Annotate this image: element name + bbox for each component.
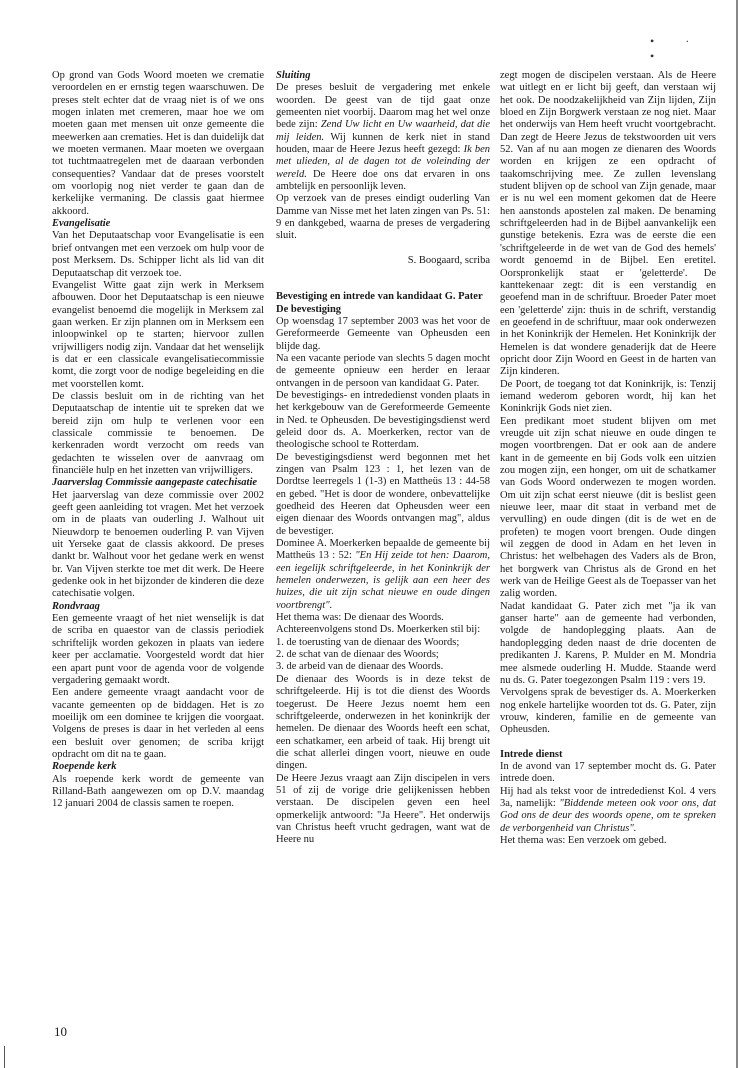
quote: Zend Uw licht en Uw waarheid, dat die mij leiden. — [276, 119, 491, 143]
paragraph: Nadat kandidaat G. Pater zich met "ja ik van ganser harte" aan de gemeente had verbonden, volgde de handoplegging plaats. Aan de handoplegging deden naast de drie docenten de predikanten J. Karens, P. Mulder en M. Mondria mee alsmede ouderling H. Mudde. Staande werd nu ds. G. Pater toegezongen Psalm 119 : vers 19. — [500, 600, 716, 686]
paragraph: De classis besluit om in de richting van het Deputaatschap de intentie uit te spreken dat we bereid zijn om hulp te verlenen voor een classicale commissie te benoemen. De kerkenraden wordt verzocht om reeds van gedachten te wisselen over de aanvraag om financiële hulp en het inzetten van vrijwilligers. — [52, 390, 264, 476]
column-3 — [500, 70, 716, 847]
quote: "Biddende meteen ook voor ons, dat God ons de deur des woords opene, om te spreken de verborgenheid van Christus". — [500, 797, 716, 834]
page-marks: • · • — [650, 34, 704, 63]
paragraph: De Poort, de toegang tot dat Koninkrijk, is: Tenzij iemand wederom geboren wordt, hij kan het Koninkrijk Gods niet zien. — [500, 378, 716, 415]
paragraph: Na een vacante periode van slechts 5 dagen mocht de gemeente opnieuw een herder en leraar ontvangen in de persoon van kandidaat G. Pater. — [276, 352, 490, 389]
scan-edge-mark — [4, 1046, 5, 1068]
paragraph: Een andere gemeente vraagt aandacht voor de vacante gemeenten op de biddagen. Het is zo moeilijk om een dominee te krijgen die voorgaat. Volgens de preses is daar in het verleden al eens een besluit over genomen; de scriba krijgt opdracht om dit na te gaan. — [52, 687, 264, 760]
paragraph: Het thema was: Een verzoek om gebed. — [500, 834, 667, 846]
paragraph: In de avond van 17 september mocht ds. G. Pater intrede doen. — [500, 760, 716, 785]
paragraph: Het thema was: De dienaar des Woords. — [276, 612, 444, 624]
paragraph: Hij had als tekst voor de intrededienst Kol. 4 vers 3a, namelijk: "Biddende meteen ook voor ons, dat God ons de deur des woords opene, om te spreken de verborgenheid van Christus". — [500, 785, 716, 834]
list-item: 2. de schat van de dienaar des Woords; — [276, 649, 439, 661]
paragraph: De preses besluit de vergadering met enkele woorden. De geest van de tijd gaat onze gemeenten niet voorbij. Daarom mag het wel onze bede zijn: Zend Uw licht en Uw waarheid, dat die mij leiden. Wij kunnen de kerk niet in stand houden, maar de Heere Jezus heeft gezegd: Ik ben met ulieden, al de dagen tot de voleinding der wereld. De Heere doe ons dat ervaren in ons ambtelijk en persoonlijk leven. — [276, 82, 491, 193]
section-heading-sluiting: Sluiting — [276, 70, 311, 81]
paragraph: Op woensdag 17 september 2003 was het voor de Gereformeerde Gemeente van Opheusden een blijde dag. — [276, 315, 490, 352]
section-heading-roepende-kerk: Roepende kerk — [52, 761, 117, 773]
page-number: 10 — [54, 1024, 67, 1039]
paragraph: Vervolgens sprak de bevestiger ds. A. Moerkerken nog enkele hartelijke woorden tot ds. G. Pater, zijn vrouw, kinderen, familie en de gemeente van Opheusden. — [500, 687, 716, 736]
paragraph: De Heere Jezus vraagt aan Zijn discipelen in vers 51 of zij de vorige drie gelijkenissen hebben verstaan. De discipelen geven een heel opmerkelijk antwoord: "Ja Heere". Het onderwijs van Christus heeft vrucht gedragen, want wat de Heere nu — [276, 772, 490, 846]
paragraph: Dominee A. Moerkerken bepaalde de gemeente bij Mattheüs 13 : 52: "En Hij zeide tot hen: Daarom, een iegelijk schriftgeleerde, in het Koninkrijk der hemelen onderwezen, is gelijk aan een heer des huizes, die uit zijn schat nieuwe en oude dingen voortbrengt". — [276, 538, 490, 611]
paragraph: Op grond van Gods Woord moeten we crematie veroordelen en er ernstig tegen waarschuwen. De preses stelt echter dat de vraag niet is of we ons mogen inlaten met cremeren, maar hoe we om moeten gaan met mensen uit onze gemeente die meewerken aan crematies. Het is dan duidelijk dat we moeten vermanen. Maar moeten we overgaan tot tuchtmaatregelen met de daaraan verbonden consequenties? Vandaar dat de preses voorstelt om voorlopig nog niet verder te gaan dan de kerkelijke vermaning. De classis gaat hiermee akkoord. — [52, 70, 264, 217]
article-title: Bevestiging en intrede van kandidaat G. Pater — [276, 291, 483, 303]
paragraph: Van het Deputaatschap voor Evangelisatie is een brief ontvangen met een verzoek om hulp voor de post Merksem. Ds. Schipper licht als lid van dit Deputaatschap dit verzoek toe. — [52, 230, 264, 279]
list-item: 3. de arbeid van de dienaar des Woords. — [276, 661, 444, 673]
paragraph: Een gemeente vraagt of het niet wenselijk is dat de scriba en quaestor van de classis periodiek schriftelijk worden gekozen in plaats van iedere keer per acclamatie. Voorgesteld wordt dat hier een apart punt voor de agenda voor de volgende vergadering gemaakt wordt. — [52, 613, 264, 686]
paragraph: Als roepende kerk wordt de gemeente van Rilland-Bath aangewezen om op D.V. maandag 12 januari 2004 de classis samen te roepen. — [52, 773, 264, 810]
paragraph: zegt mogen de discipelen verstaan. Als de Heere wat uitlegt en er licht bij geeft, dan verstaan wij het ook. De noodzakelijkheid van Zijn lijden, Zijn bloed en Zijn Borgwerk verstaan ze nog niet. Maar het onderwijs van Hem heeft vrucht voortgebracht. Dan zegt de Heere Jezus de tekstwoorden uit vers 52. Van af nu aan mogen ze dienaren des Woords worden en krijgen ze een opdracht of taakomschrijving mee. Ze zullen levenslang student blijven op de school van Zijn genade, maar er is nu wel een moment gekomen dat de Heere hen aanstonds apostelen zal maken. De benaming schriftgeleerden had in de Bijbel aanvankelijk een gunstige betekenis. Ezra was de eerste die een 'schriftgeleerde in de wet van de God des hemels' wordt genoemd in de Bijbel. Een eretitel. Oorspronkelijk staat er 'geletterde'. De kanttekenaar zegt: dit is een verstandig en geoefend man in de schriftuur. Broeder Pater moet een 'geletterde' zijn: thuis in de schrift, verstandig en geoefend in de schriftuur, maar ook onderwezen in het Koninkrijk der Hemelen. Het Koninkrijk der Hemelen is dat wondere genaderijk dat de Heere opricht door Zijn Woord en Geest in de harten van Zijn kinderen. — [500, 70, 716, 378]
paragraph: Op verzoek van de preses eindigt ouderling Van Damme van Nisse met het laten zingen van Ps. 51: 9 en dankgebed, waarna de preses de vergadering sluit. — [276, 193, 490, 242]
column-2 — [276, 70, 490, 847]
list-item: 1. de toerusting van de dienaar des Woords; — [276, 636, 460, 648]
paragraph: Evangelist Witte gaat zijn werk in Merksem afbouwen. Door het Deputaatschap is een nieuwe evangelist benoemd die mogelijk in Merksem zal gaan werken. Er zijn plannen om in Merksem een inloopwinkel op te starten; hiervoor zullen vrijwilligers nodig zijn. Vandaar dat het wenselijk is dat er een classicale evangelisatiecommissie komt, die zorgt voor de nodige begeleiding en die met voorstellen komt. — [52, 279, 264, 390]
section-heading-rondvraag: Rondvraag — [52, 600, 100, 612]
quote: Ik ben met ulieden, al de dagen tot de voleinding der wereld. — [276, 144, 490, 180]
column-1 — [52, 70, 264, 811]
section-heading-jaarverslag: Jaarverslag Commissie aangepaste catechisatie — [52, 477, 258, 489]
paragraph: Het jaarverslag van deze commissie over 2002 geeft geen aanleiding tot vragen. Met het verzoek om in de plaats van ouderling J. Walhout uit Nieuwdorp te benoemen ouderling P. van Vijven uit Yerseke gaat de classis akkoord. De preses dankt br. Walhout voor het gedane werk en wenst br. Van Vijven sterkte toe met dit werk. De Heere gedenke ook in het bijzonder de kinderen die deze catechisatie volgen. — [52, 489, 264, 600]
section-heading-intrede: Intrede dienst — [500, 748, 563, 760]
quote: "En Hij zeide tot hen: Daarom, een iegelijk schriftgeleerde, in het Koninkrijk der hemelen onderwezen, is gelijk aan een heer des huizes, die uit zijn schat nieuwe en oude dingen voortbrengt". — [276, 550, 490, 611]
signature: S. Boogaard, scriba — [407, 254, 490, 266]
paragraph: Een predikant moet student blijven om met vreugde uit zijn schat nieuwe en oude dingen te mogen voortbrengen. Dat er ook aan de andere kant in de gemeente en bij Gods volk een uitzien zou mogen zijn, een honger, om uit de schatkamer van Gods Woord onderwezen te mogen worden. Om uit zijn schat eerst nieuwe (dit is beslist geen nieuwe leer, maar dit staat in verband met de vervulling) en oude dingen (dit is de wet en de profeten) te mogen voort brengen. Oude dingen wil zeggen de dood in Adam en het leven in Christus: het welbehagen des Vaders als de Bron, het borgwerk van Christus als de Grond en het werk van de Heilige Geest als de Toepasser van het zalig worden. — [500, 415, 716, 600]
subheading: De bevestiging — [276, 303, 342, 315]
paragraph: De dienaar des Woords is in deze tekst de schriftgeleerde. Hij is tot die dienst des Woords toegerust. De Heere Jezus noemt hem een schriftgeleerde, onderwezen in het koninkrijk der hemelen. De dienaar des Woords heeft een schat, een schatkamer, een arbeid of taak. Hij brengt uit die schat allerlei dingen voort, nieuwe en oude dingen. — [276, 673, 490, 772]
section-heading-evangelisatie: Evangelisatie — [52, 218, 111, 230]
paragraph: De bevestigings- en intrededienst vonden plaats in het kerkgebouw van de Gereformeerde Gemeente in Ned. te Opheusden. De bevestigingsdienst werd geleid door ds. A. Moerkerken, rector van de theologische school te Rotterdam. — [276, 389, 490, 451]
paragraph: De bevestigingsdienst werd begonnen met het zingen van Psalm 123 : 1, het lezen van de Dordtse leerregels 1 (1-3) en Mattheüs 13 : 44-58 en gebed. "Het is door de wondere, onbevattelijke goedheid des Heeren dat Opheusden weer een eigen dienaar des Woords ontvangen mag", aldus de bevestiger. — [276, 451, 490, 537]
paragraph: Achtereenvolgens stond Ds. Moerkerken stil bij: — [276, 624, 481, 636]
